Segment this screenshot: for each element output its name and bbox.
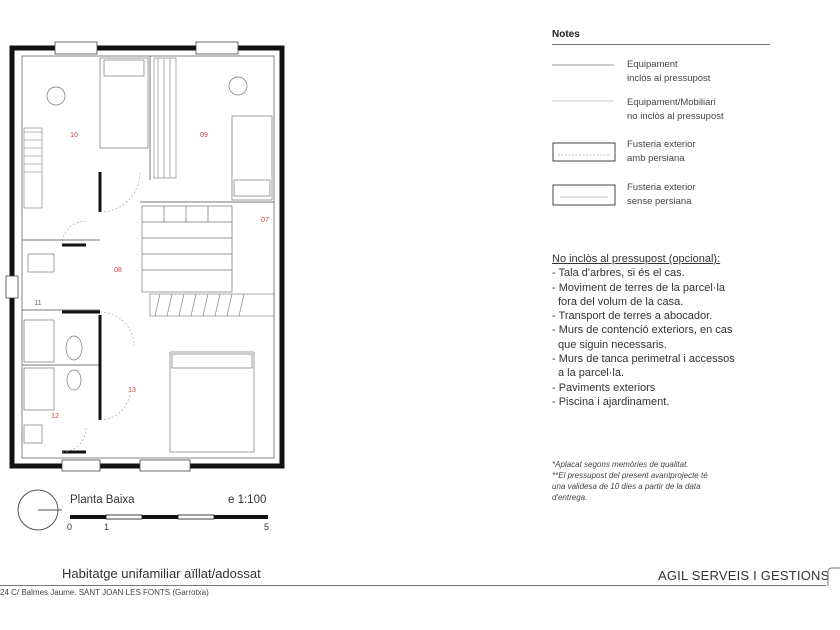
bed-room-10 [100, 58, 148, 148]
project-address: 24 C/ Balmes Jaume. SANT JOAN LES FONTS (Garrotxa) [0, 588, 209, 597]
window-top-left [55, 42, 97, 54]
legend-symbols [550, 55, 622, 215]
room-number: 08 [114, 267, 122, 274]
footnotes [552, 459, 767, 503]
list-item: - Transport de terres a abocador. [552, 310, 713, 323]
wardrobe-center [154, 58, 176, 178]
scale-bar [70, 515, 268, 519]
legend-entry: Equipament inclòs al pressupost [627, 59, 711, 84]
wardrobe-left [24, 128, 42, 208]
list-item: - Moviment de terres de la parcel·la [552, 281, 726, 294]
table-room-10 [47, 87, 65, 105]
room-number: 12 [51, 413, 59, 420]
list-item: fora del volum de la casa. [558, 295, 684, 308]
exclusions-title: No inclòs al pressupost (opcional): [552, 253, 721, 265]
footnote-line: **El pressupost del present avantprojecte té [552, 471, 708, 480]
floor-plan [0, 0, 300, 540]
plan-label: Planta Baixa [70, 494, 135, 506]
footer-divider [0, 585, 826, 586]
bed-room-09 [232, 116, 272, 200]
list-item: - Paviments exteriors [552, 381, 656, 394]
window-side-left [6, 276, 18, 298]
bed-room-13 [170, 352, 254, 452]
list-item: a la parcel·la. [558, 367, 625, 380]
legend-entry: Fusteria exterior amb persiana [627, 139, 696, 164]
table-room-09 [229, 77, 247, 95]
bidet [67, 370, 81, 390]
exclusions-list [552, 252, 792, 409]
shower-tray [24, 320, 54, 362]
staircase [142, 206, 232, 292]
list-item: - Piscina i ajardinament. [552, 395, 670, 408]
toilet [66, 336, 82, 360]
legend-window-no-shutter [553, 185, 615, 205]
window-bottom-mid [140, 460, 190, 471]
title-block-corner-icon [826, 566, 840, 588]
window-top-right [196, 42, 238, 54]
room-number: 13 [128, 387, 136, 394]
window-bottom-left [62, 460, 100, 471]
legend-entry: Equipament/Mobiliari no inclòs al pressupost [627, 97, 724, 122]
bath-sink-11 [28, 254, 54, 272]
bath-sink-12 [24, 368, 54, 410]
company-name: AGIL SERVEIS I GESTIONS [658, 568, 830, 583]
scale-tick-label: 1 [104, 522, 110, 532]
list-item: que siguin necessaris. [558, 338, 667, 351]
footnote-line: *Aplacat segons memòries de qualitat. [552, 460, 689, 469]
notes-divider [552, 44, 770, 45]
legend-entry: Fusteria exterior sense persiana [627, 182, 696, 207]
room-number: 07 [261, 217, 269, 224]
room-number: 11 [34, 300, 42, 307]
sink-12 [24, 425, 42, 443]
notes-title: Notes [552, 29, 580, 40]
scale-label: e 1:100 [228, 494, 267, 506]
footnote-line: una validesa de 10 dies a partir de la data [552, 482, 701, 491]
footnote-line: d'entrega. [552, 493, 588, 502]
project-title: Habitatge unifamiliar aïllat/adossat [62, 566, 261, 581]
list-item: - Murs de tanca perimetral i accessos [552, 353, 735, 366]
room-number: 10 [70, 132, 78, 139]
legend-window-shutter [553, 143, 615, 161]
scale-tick-label: 5 [264, 522, 270, 532]
list-item: - Murs de contenció exteriors, en cas [552, 324, 733, 337]
scale-tick-label: 0 [67, 522, 73, 532]
wardrobe-hall [150, 294, 274, 316]
list-item: - Tala d'arbres, si és el cas. [552, 267, 685, 280]
room-number: 09 [200, 132, 208, 139]
